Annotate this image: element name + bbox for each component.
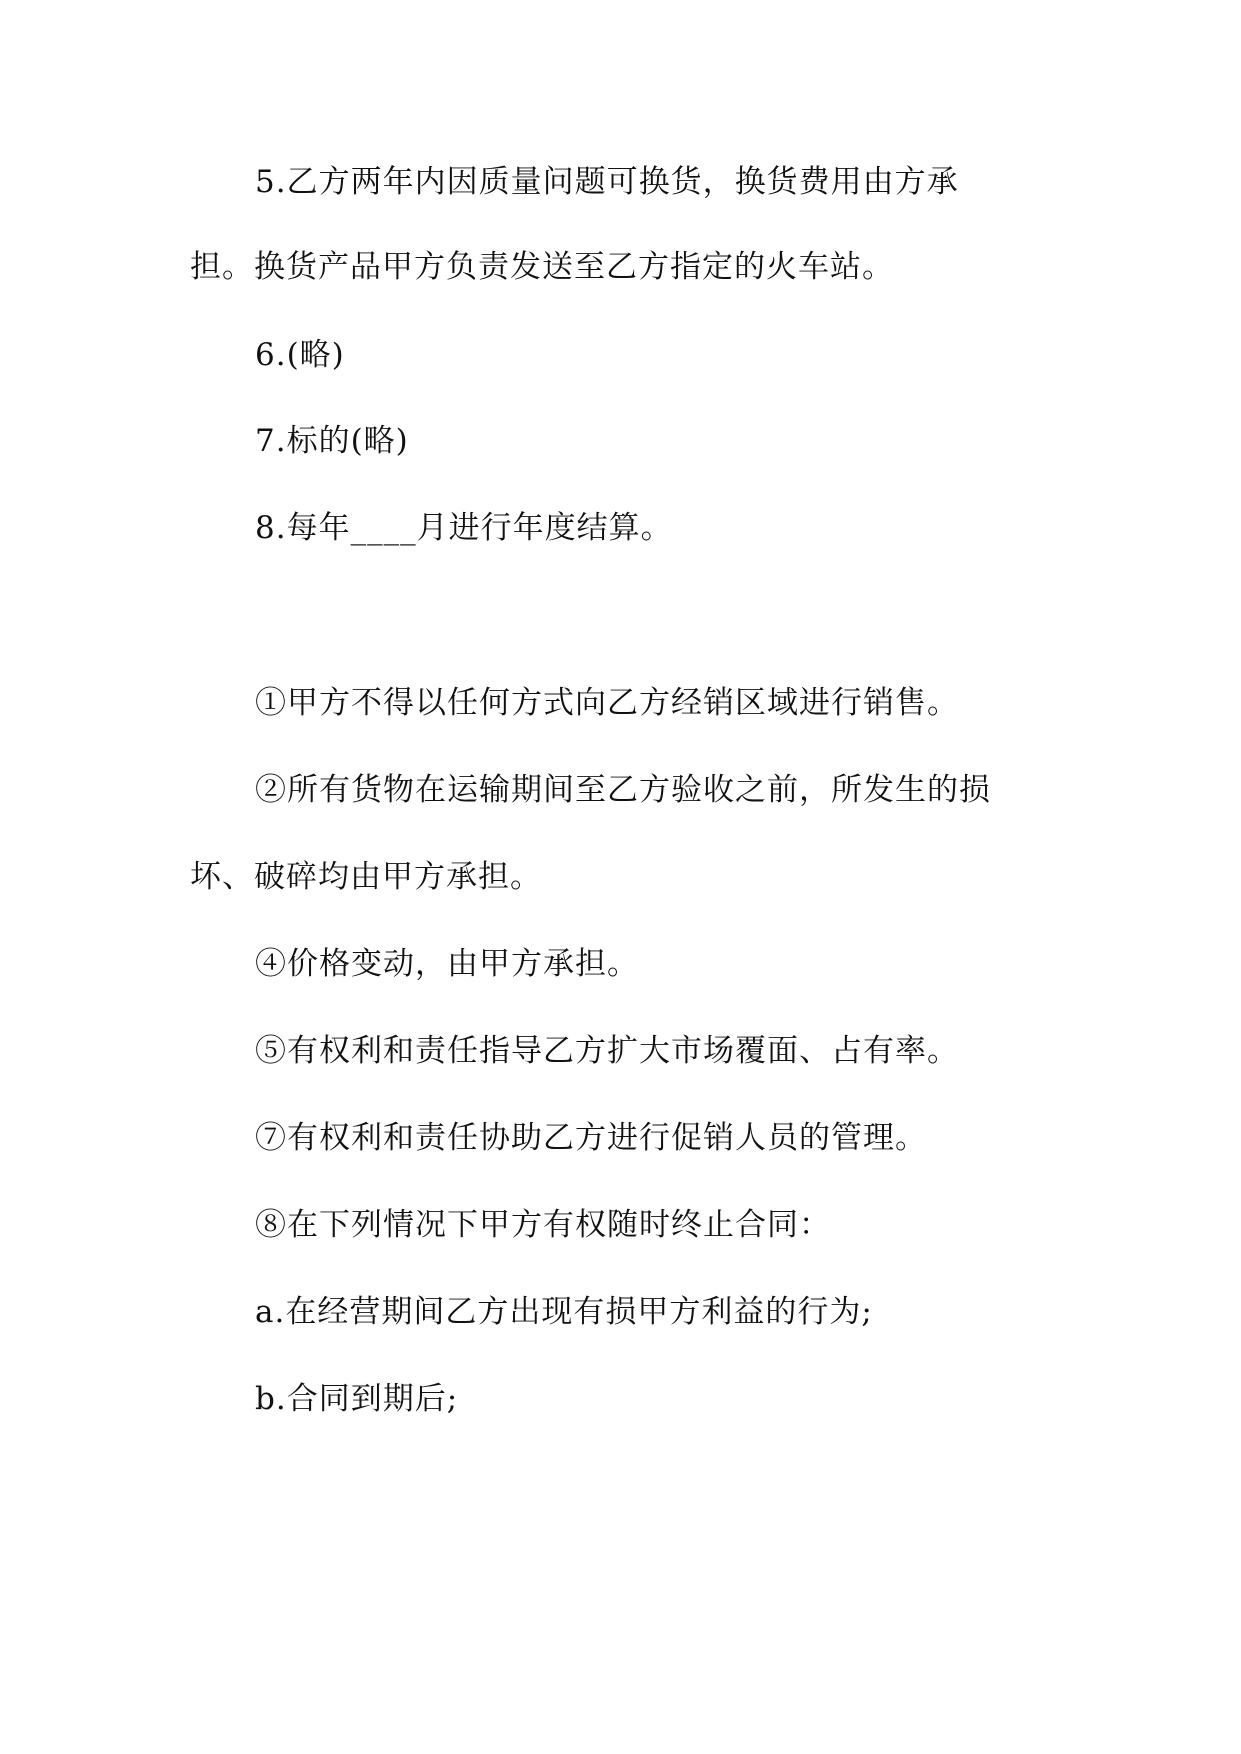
clause-7: 7.标的(略)	[255, 423, 409, 459]
clause-8: 8.每年____月进行年度结算。	[255, 510, 673, 546]
party-a-item-1: ①甲方不得以任何方式向乙方经销区域进行销售。	[255, 685, 959, 721]
party-a-item-2-line-2: 坏、破碎均由甲方承担。	[190, 859, 542, 895]
party-a-item-7: ⑦有权利和责任协助乙方进行促销人员的管理。	[255, 1120, 927, 1156]
party-a-item-5: ⑤有权利和责任指导乙方扩大市场覆面、占有率。	[255, 1033, 959, 1069]
clause-5-line-2: 担。换货产品甲方负责发送至乙方指定的火车站。	[190, 249, 894, 285]
termination-condition-a: a.在经营期间乙方出现有损甲方利益的行为;	[255, 1294, 873, 1330]
clause-5-line-1: 5.乙方两年内因质量问题可换货，换货费用由方承	[255, 164, 959, 200]
party-a-item-4: ④价格变动，由甲方承担。	[255, 946, 639, 982]
termination-condition-b: b.合同到期后;	[255, 1381, 459, 1417]
party-a-item-8: ⑧在下列情况下甲方有权随时终止合同：	[255, 1207, 831, 1243]
party-a-item-2-line-1: ②所有货物在运输期间至乙方验收之前，所发生的损	[255, 772, 991, 808]
clause-6: 6.(略)	[255, 337, 345, 373]
